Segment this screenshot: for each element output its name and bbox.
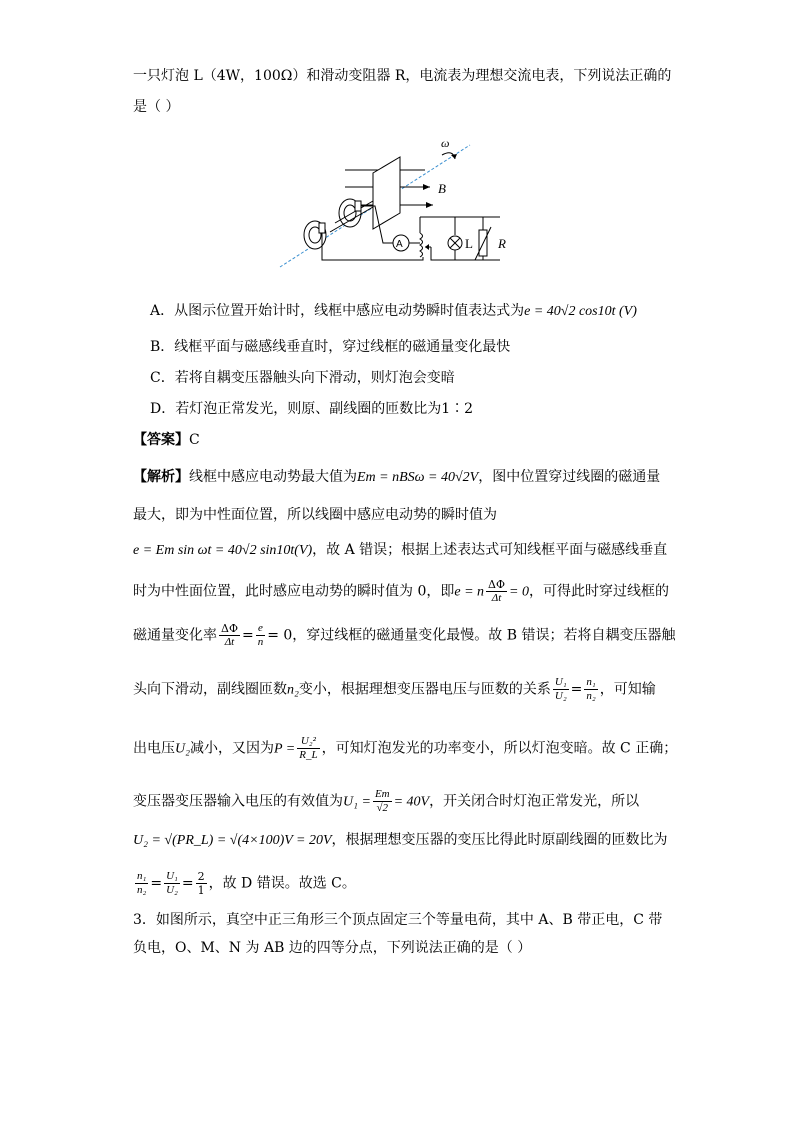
analysis-formula: P =	[273, 741, 296, 757]
option-a-formula: e = 40√2 cos10t (V)	[524, 304, 637, 319]
answer-value: C	[189, 432, 200, 448]
analysis-line-10: $\frac{\text{n₁}}{\text{n₂}}$ = $\frac{\text{U₁}}{\text{U₂}}$ = $\frac{2}{1}$ ，故 D 错误。故选 C。	[137, 870, 356, 897]
analysis-formula: n₂	[287, 682, 299, 698]
analysis-line-8	[133, 788, 639, 815]
fraction: $\frac{\text{n₁}}{\text{n₂}}$	[137, 870, 147, 896]
analysis-line-3	[133, 540, 667, 561]
fraction: $\frac{\text{n₁}}{\text{n₂}}$	[586, 676, 596, 702]
analysis-line-9	[133, 830, 668, 851]
generator-circuit-figure	[255, 135, 515, 270]
analysis-formula: = 40V	[393, 794, 430, 810]
analysis-line-1	[133, 467, 660, 488]
option-d-ratio: 1∶2	[441, 401, 474, 417]
analysis-text: 磁通量变化率	[133, 627, 217, 644]
ammeter-label: A	[396, 239, 403, 250]
answer-label: 【答案】	[133, 432, 189, 448]
answer-line	[133, 430, 200, 450]
next-question-line2: 负电，O、M、N 为 AB 边的四等分点，下列说法正确的是（ ）	[133, 940, 532, 956]
analysis-line-4	[133, 578, 669, 605]
analysis-formula: U₁ =	[343, 794, 371, 810]
analysis-line-2: 最大，即为中性面位置，所以线圈中感应电动势的瞬时值为	[133, 507, 497, 523]
fraction: $\frac{\text{U₁}}{\text{U₂}}$	[554, 676, 567, 702]
analysis-text: 出电压	[133, 740, 175, 757]
analysis-text: ，根据理想变压器的变压比得此时原副线圈的匝数比为	[331, 832, 668, 848]
fraction: $\frac{\Delta\Phi}{\Delta t}$	[221, 622, 238, 648]
circuit-diagram	[255, 135, 515, 270]
fraction: $\frac{\text{U₁}}{\text{U₂}}$	[166, 870, 178, 896]
option-c: C．若将自耦变压器触头向下滑动，则灯泡会变暗	[150, 370, 455, 386]
analysis-formula: e = Em sin ωt = 40√2 sin10t(V)	[133, 543, 313, 558]
analysis-text: 变小，根据理想变压器电压与匝数的关系	[298, 681, 551, 698]
analysis-text: ，图中位置穿过线圈的磁通量	[478, 469, 661, 485]
analysis-text: ，开关闭合时灯泡正常发光，所以	[429, 793, 640, 810]
analysis-line-6: 头向下滑动，副线圈匝数n₂变小，根据理想变压器电压与匝数的关系 $\frac{\text{U₁}}{\text{U₂}}$ = $\frac{\text{n₁}}{\text{n₂}}$ ，可知输	[133, 676, 656, 702]
analysis-line-5: 磁通量变化率 $\frac{\Delta\Phi}{\Delta t}$ = $\frac{e}{n}$ = 0，穿过线框的磁通量变化最慢。故 B 错误；若将自耦变压器触	[133, 622, 676, 648]
fraction: $\frac{Em}{√2}$	[374, 788, 390, 814]
omega-label: ω	[441, 136, 450, 150]
fraction: $\frac{e}{n}$	[257, 622, 264, 648]
analysis-formula: U₂ = √(PR_L) = √(4×100)V = 20V	[133, 833, 332, 848]
analysis-line-7	[133, 735, 677, 762]
analysis-text: ，可得此时穿过线框的	[528, 583, 669, 600]
analysis-text: 减小，又因为	[189, 740, 274, 757]
option-b: B．线框平面与磁感线垂直时，穿过线框的磁通量变化最快	[150, 339, 511, 355]
b-label: B	[438, 181, 446, 196]
analysis-formula: U₂	[175, 741, 190, 757]
option-a	[150, 301, 637, 322]
analysis-text: 变压器变压器输入电压的有效值为	[133, 793, 343, 810]
option-d	[150, 399, 473, 419]
resistor-label: R	[498, 236, 506, 251]
option-a-text: A．从图示位置开始计时，线框中感应电动势瞬时值表达式为	[150, 303, 525, 319]
fraction: $\frac{\text{U₂²}}{R\_L}$	[299, 735, 318, 761]
analysis-text: ，穿过线框的磁通量变化最慢。故 B 错误；若将自耦变压器触	[292, 627, 676, 644]
analysis-label: 【解析】	[133, 469, 189, 485]
analysis-text: ，可知输	[599, 681, 656, 698]
option-d-text: D．若灯泡正常发光，则原、副线圈的匝数比为	[150, 401, 442, 417]
fraction: $\frac{2}{1}$	[197, 870, 205, 897]
analysis-text: 时为中性面位置，此时感应电动势的瞬时值为 0，即	[133, 583, 455, 600]
question-intro-line2: 是（ ）	[133, 99, 180, 115]
analysis-formula: e = n	[454, 584, 485, 600]
fraction: $\frac{\Delta\Phi}{\Delta t}$	[488, 578, 505, 604]
lamp-label: L	[465, 236, 473, 251]
analysis-text: ，可知灯泡发光的功率变小，所以灯泡变暗。故 C 正确；	[321, 740, 678, 757]
question-intro-line1: 一只灯泡 L（4W，100Ω）和滑动变阻器 R，电流表为理想交流电表，下列说法正确的	[133, 68, 672, 84]
analysis-formula: Em = nBSω = 40√2V	[357, 470, 479, 485]
analysis-text: 线框中感应电动势最大值为	[189, 469, 357, 485]
analysis-formula: = 0	[509, 584, 529, 600]
analysis-text: ，故 D 错误。故选 C。	[208, 875, 356, 892]
next-question-line1: 3．如图所示，真空中正三角形三个顶点固定三个等量电荷，其中 A、B 带正电，C 带	[133, 912, 663, 928]
analysis-text: 头向下滑动，副线圈匝数	[133, 681, 287, 698]
analysis-text: ，故 A 错误；根据上述表达式可知线框平面与磁感线垂直	[312, 542, 668, 558]
